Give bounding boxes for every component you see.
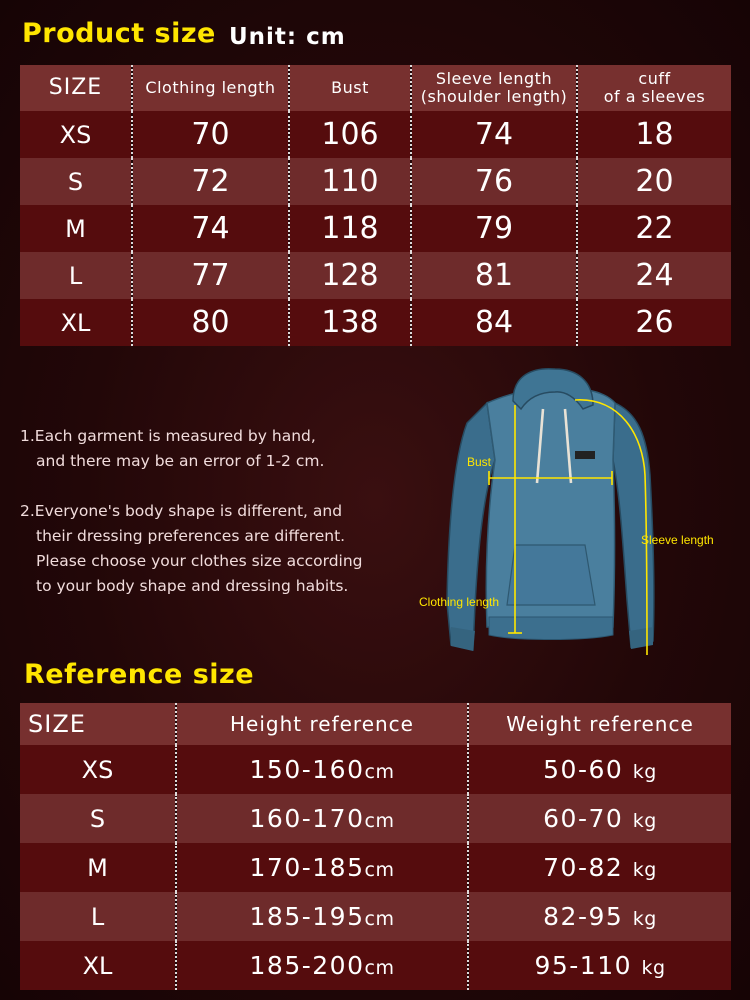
note-2-line-4: to your body shape and dressing habits. — [36, 577, 349, 595]
product-size-table — [20, 65, 731, 346]
reference-size-table — [20, 703, 731, 990]
table-row — [20, 794, 731, 843]
header-cuff-line1: cuff — [638, 69, 671, 88]
ref-size-cell: L — [20, 892, 176, 941]
clothing-length-label: Clothing length — [419, 595, 500, 609]
weight-unit: kg — [632, 810, 657, 832]
height-unit: cm — [364, 810, 395, 832]
height-cell — [176, 941, 468, 990]
table-row — [20, 892, 731, 941]
ref-size-cell: M — [20, 843, 176, 892]
weight-unit: kg — [632, 908, 657, 930]
clothing-length-cell: 72 — [132, 158, 289, 205]
ref-header-height: Height reference — [176, 703, 468, 745]
table-row — [20, 843, 731, 892]
header-sleeve-length — [411, 65, 577, 111]
table-row — [20, 252, 731, 299]
height-value: 150-160 — [249, 755, 365, 784]
ref-header-size: SIZE — [20, 703, 176, 745]
header-clothing-length: Clothing length — [132, 65, 289, 111]
height-value: 160-170 — [249, 804, 365, 833]
header-bust: Bust — [289, 65, 411, 111]
clothing-length-cell: 77 — [132, 252, 289, 299]
reference-size-title: Reference size — [24, 659, 255, 690]
unit-label: Unit: cm — [229, 24, 346, 50]
ref-size-cell: XL — [20, 941, 176, 990]
weight-value: 50-60 — [543, 755, 624, 784]
weight-cell — [468, 843, 731, 892]
header-sleeve-line1: Sleeve length — [435, 69, 553, 88]
size-cell: XS — [20, 111, 132, 158]
bust-cell: 128 — [289, 252, 411, 299]
table-row — [20, 745, 731, 794]
weight-unit: kg — [632, 859, 657, 881]
table-row — [20, 111, 731, 158]
height-value: 170-185 — [249, 853, 365, 882]
hoodie-diagram — [415, 365, 750, 665]
sleeve-cell: 76 — [411, 158, 577, 205]
reference-header-row — [20, 703, 731, 745]
table-row — [20, 158, 731, 205]
cuff-cell: 20 — [577, 158, 731, 205]
height-unit: cm — [364, 908, 395, 930]
bust-cell: 138 — [289, 299, 411, 346]
weight-value: 70-82 — [543, 853, 624, 882]
note-2-line-3: Please choose your clothes size according — [36, 552, 363, 570]
note-2-line-2: their dressing preferences are different. — [36, 527, 346, 545]
header-cuff — [577, 65, 731, 111]
sleeve-cell: 84 — [411, 299, 577, 346]
height-value: 185-195 — [249, 902, 365, 931]
height-cell — [176, 794, 468, 843]
header-sleeve-line2: (shoulder length) — [420, 87, 568, 106]
header-size: SIZE — [20, 65, 132, 111]
weight-cell — [468, 745, 731, 794]
ref-header-weight: Weight reference — [468, 703, 731, 745]
height-unit: cm — [364, 859, 395, 881]
size-cell: M — [20, 205, 132, 252]
weight-cell — [468, 794, 731, 843]
sleeve-cell: 79 — [411, 205, 577, 252]
cuff-cell: 24 — [577, 252, 731, 299]
measurement-notes — [20, 424, 363, 599]
weight-value: 60-70 — [543, 804, 624, 833]
size-cell: S — [20, 158, 132, 205]
height-cell — [176, 745, 468, 794]
sleeve-cell: 74 — [411, 111, 577, 158]
cuff-cell: 26 — [577, 299, 731, 346]
weight-cell — [468, 941, 731, 990]
height-unit: cm — [364, 761, 395, 783]
height-unit: cm — [364, 957, 395, 979]
sleeve-length-label: Sleeve length — [641, 533, 714, 547]
ref-size-cell: XS — [20, 745, 176, 794]
table-row — [20, 299, 731, 346]
height-value: 185-200 — [249, 951, 365, 980]
cuff-cell: 18 — [577, 111, 731, 158]
table-row — [20, 941, 731, 990]
bust-cell: 106 — [289, 111, 411, 158]
bust-cell: 110 — [289, 158, 411, 205]
weight-unit: kg — [632, 761, 657, 783]
product-size-header-row — [20, 65, 731, 111]
height-cell — [176, 892, 468, 941]
product-size-title: Product size — [22, 18, 216, 49]
clothing-length-cell: 80 — [132, 299, 289, 346]
ref-size-cell: S — [20, 794, 176, 843]
header-cuff-line2: of a sleeves — [603, 87, 706, 106]
note-1-line-1: 1.Each garment is measured by hand, — [20, 427, 316, 445]
weight-cell — [468, 892, 731, 941]
size-cell: XL — [20, 299, 132, 346]
table-row — [20, 205, 731, 252]
size-cell: L — [20, 252, 132, 299]
weight-value: 95-110 — [534, 951, 633, 980]
bust-cell: 118 — [289, 205, 411, 252]
sleeve-cell: 81 — [411, 252, 577, 299]
note-2-line-1: 2.Everyone's body shape is different, and — [20, 502, 343, 520]
cuff-cell: 22 — [577, 205, 731, 252]
bust-label: Bust — [467, 455, 492, 469]
clothing-length-cell: 70 — [132, 111, 289, 158]
weight-unit: kg — [641, 957, 666, 979]
note-1-line-2: and there may be an error of 1-2 cm. — [36, 452, 325, 470]
clothing-length-cell: 74 — [132, 205, 289, 252]
height-cell — [176, 843, 468, 892]
weight-value: 82-95 — [543, 902, 624, 931]
badge-patch — [575, 451, 595, 459]
